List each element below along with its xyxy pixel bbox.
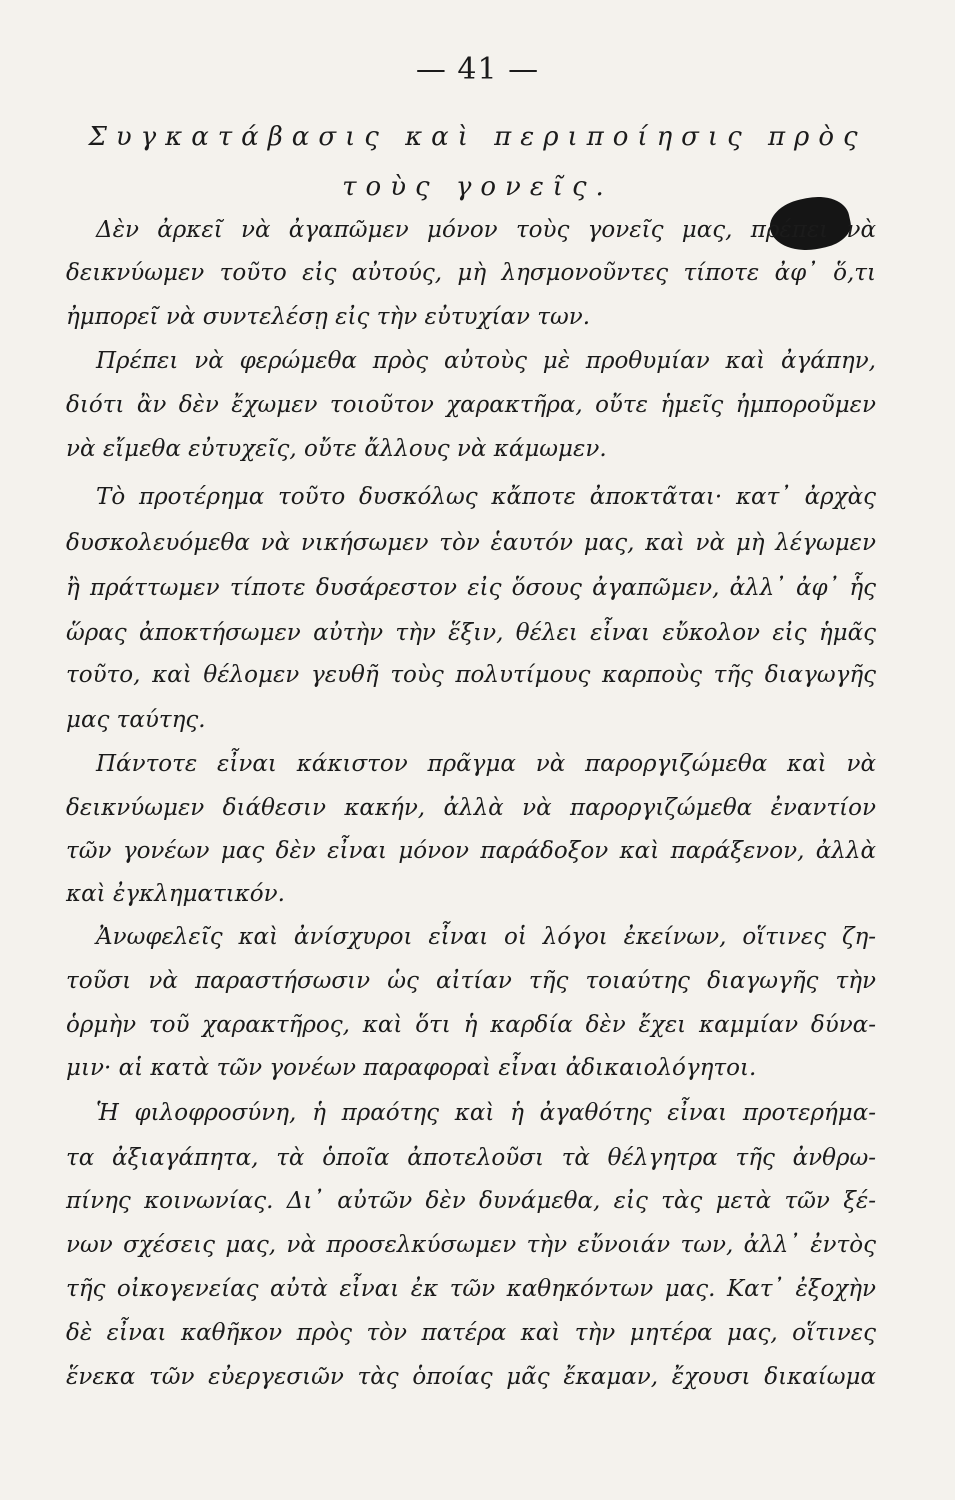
text-line-15: τῶν γονέων μας δὲν εἶναι μόνον παράδοξον καὶ παράξενον, ἀλλὰ <box>66 838 876 864</box>
text-line-22: τα ἀξιαγάπητα, τὰ ὁποῖα ἀποτελοῦσι τὰ θέλγητρα τῆς ἀνθρω- <box>66 1145 876 1171</box>
text-line-9: ἢ πράττωμεν τίποτε δυσάρεστον εἰς ὅσους ἀγαπῶμεν, ἀλλ᾽ ἀφ᾽ ἧς <box>66 575 876 601</box>
text-line-4: Πρέπει νὰ φερώμεθα πρὸς αὐτοὺς μὲ προθυμίαν καὶ ἀγάπην, <box>96 348 876 374</box>
text-line-20: μιν· αἱ κατὰ τῶν γονέων παραφοραὶ εἶναι ἀδικαιολόγητοι. <box>66 1055 757 1081</box>
text-line-25: τῆς οἰκογενείας αὐτὰ εἶναι ἐκ τῶν καθηκόντων μας. Κατ᾽ ἐξοχὴν <box>66 1276 876 1302</box>
text-line-16: καὶ ἐγκληματικόν. <box>66 881 285 907</box>
text-line-13: Πάντοτε εἶναι κάκιστον πρᾶγμα νὰ παροργιζώμεθα καὶ νὰ <box>96 751 876 777</box>
section-heading: Συγκατάβασις καὶ περιποίησις πρὸς τοὺς γονεῖς. <box>88 122 867 202</box>
text-line-2: δεικνύωμεν τοῦτο εἰς αὐτούς, μὴ λησμονοῦντες τίποτε ἀφ᾽ ὅ,τι <box>66 260 876 286</box>
text-line-21: Ἡ φιλοφροσύνη, ἡ πραότης καὶ ἡ ἀγαθότης εἶναι προτερήμα- <box>96 1100 876 1126</box>
text-line-23: πίνης κοινωνίας. Δι᾽ αὐτῶν δὲν δυνάμεθα, εἰς τὰς μετὰ τῶν ξέ- <box>66 1188 876 1214</box>
text-line-6: νὰ εἴμεθα εὐτυχεῖς, οὔτε ἄλλους νὰ κάμωμεν. <box>66 436 607 462</box>
text-line-24: νων σχέσεις μας, νὰ προσελκύσωμεν τὴν εὔνοιάν των, ἀλλ᾽ ἐντὸς <box>66 1232 876 1258</box>
text-line-26: δὲ εἶναι καθῆκον πρὸς τὸν πατέρα καὶ τὴν μητέρα μας, οἵτινες <box>66 1320 876 1346</box>
text-line-1: Δὲν ἀρκεῖ νὰ ἀγαπῶμεν μόνον τοὺς γονεῖς μας, πρέπει νὰ <box>96 217 876 243</box>
text-line-12: μας ταύτης. <box>66 707 206 733</box>
text-line-17: Ἀνωφελεῖς καὶ ἀνίσχυροι εἶναι οἱ λόγοι ἐκείνων, οἵτινες ζη- <box>96 924 876 950</box>
text-line-3: ἠμπορεῖ νὰ συντελέσῃ εἰς τὴν εὐτυχίαν των. <box>66 304 591 330</box>
text-line-5: διότι ἂν δὲν ἔχωμεν τοιοῦτον χαρακτῆρα, οὔτε ἡμεῖς ἠμποροῦμεν <box>66 392 876 418</box>
text-line-18: τοῦσι νὰ παραστήσωσιν ὡς αἰτίαν τῆς τοιαύτης διαγωγῆς τὴν <box>66 968 876 994</box>
page-number: — 41 — <box>415 52 540 87</box>
text-line-27: ἕνεκα τῶν εὐεργεσιῶν τὰς ὁποίας μᾶς ἔκαμαν, ἔχουσι δικαίωμα <box>66 1364 876 1390</box>
text-line-8: δυσκολευόμεθα νὰ νικήσωμεν τὸν ἑαυτόν μας, καὶ νὰ μὴ λέγωμεν <box>66 530 876 556</box>
text-line-11: τοῦτο, καὶ θέλομεν γευθῆ τοὺς πολυτίμους καρποὺς τῆς διαγωγῆς <box>66 662 876 688</box>
text-line-14: δεικνύωμεν διάθεσιν κακήν, ἀλλὰ νὰ παροργιζώμεθα ἐναντίον <box>66 795 876 821</box>
text-line-10: ὥρας ἀποκτήσωμεν αὐτὴν τὴν ἕξιν, θέλει εἶναι εὔκολον εἰς ἡμᾶς <box>66 620 876 646</box>
text-line-7: Τὸ προτέρημα τοῦτο δυσκόλως κἄποτε ἀποκτᾶται· κατ᾽ ἀρχὰς <box>96 484 876 510</box>
text-line-19: ὁρμὴν τοῦ χαρακτῆρος, καὶ ὅτι ἡ καρδία δὲν ἔχει καμμίαν δύνα- <box>66 1012 876 1038</box>
